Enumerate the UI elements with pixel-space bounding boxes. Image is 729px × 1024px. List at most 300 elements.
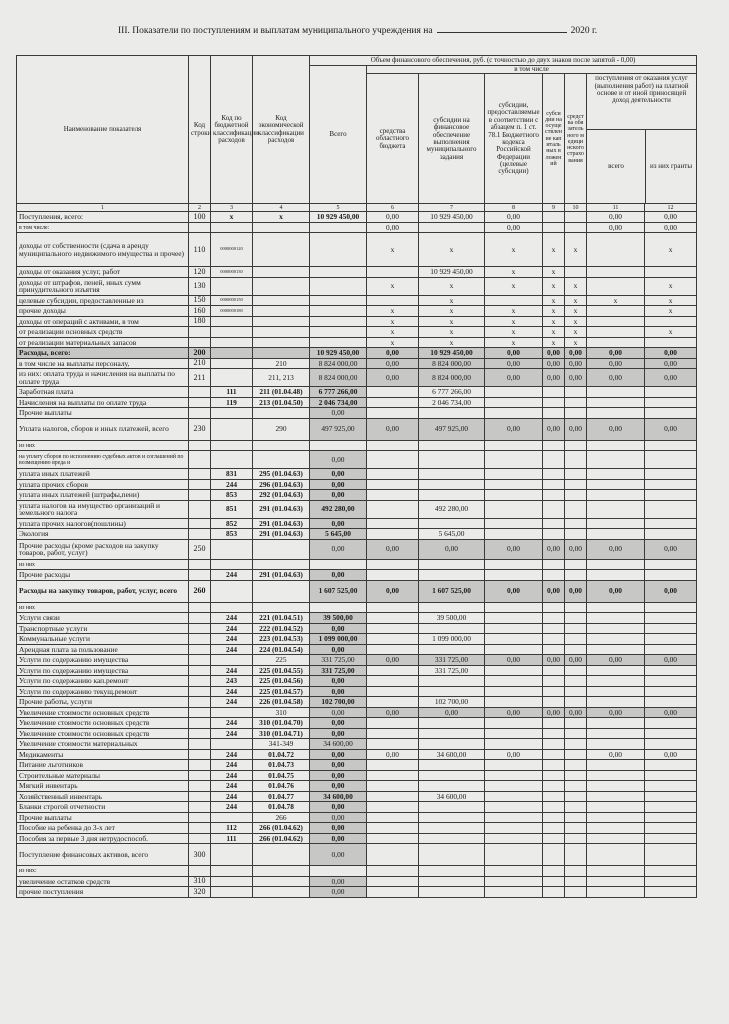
row-total: 8 824 000,00 — [310, 358, 367, 369]
row-subsidy-task: x — [419, 316, 485, 327]
row-budget-code — [211, 876, 253, 887]
row-paid-total: 0,00 — [587, 358, 645, 369]
row-subsidy-task: x — [419, 233, 485, 267]
row-paid-grants — [645, 397, 697, 408]
row-line-code — [189, 518, 211, 529]
row-regional — [367, 602, 419, 613]
row-econ-code: 222 (01.04.52) — [253, 623, 310, 634]
row-econ-code — [253, 222, 310, 233]
row-total: 0,00 — [310, 686, 367, 697]
row-oms — [565, 559, 587, 570]
row-line-code: 180 — [189, 316, 211, 327]
row-line-code: 320 — [189, 887, 211, 898]
row-name: доходы от собственности (сдача в аренду муниципального недвижимого имущества и прочее) — [17, 233, 189, 267]
row-total: 8 824 000,00 — [310, 369, 367, 387]
row-regional — [367, 665, 419, 676]
row-paid-total — [587, 277, 645, 295]
row-name: целевые субсидии, предоставленные из — [17, 295, 189, 306]
row-name: доходы от штрафов, пеней, иных сумм принудительного изъятия — [17, 277, 189, 295]
row-budget-code — [211, 602, 253, 613]
row-name: Хозяйственный инвентарь — [17, 791, 189, 802]
row-regional: 0,00 — [367, 348, 419, 359]
table-row — [17, 570, 697, 581]
row-regional — [367, 844, 419, 866]
row-name: Поступления, всего: — [17, 212, 189, 223]
row-paid-grants — [645, 718, 697, 729]
hdr-volume: Объем финансового обеспечения, руб. (с точностью до двух знаков после запятой - 0,00) — [310, 56, 697, 66]
row-name: от реализации основных средств — [17, 327, 189, 338]
row-line-code — [189, 469, 211, 480]
row-paid-total — [587, 233, 645, 267]
row-paid-grants — [645, 876, 697, 887]
row-paid-grants — [645, 623, 697, 634]
row-subsidy-78 — [485, 676, 543, 687]
row-budget-code — [211, 408, 253, 419]
row-regional: 0,00 — [367, 707, 419, 718]
table-row — [17, 686, 697, 697]
row-paid-total: x — [587, 295, 645, 306]
column-number: 12 — [645, 204, 697, 212]
row-name: Пособие на ребенка до 3-х лет — [17, 823, 189, 834]
row-name: Пособия за первые 3 дня нетрудоспособ. — [17, 833, 189, 844]
row-econ-code — [253, 316, 310, 327]
row-paid-grants — [645, 570, 697, 581]
row-line-code — [189, 665, 211, 676]
row-oms — [565, 500, 587, 518]
row-econ-code — [253, 306, 310, 317]
row-oms — [565, 408, 587, 419]
row-line-code — [189, 602, 211, 613]
row-paid-total — [587, 634, 645, 645]
row-oms — [565, 469, 587, 480]
row-subsidy-task: 6 777 266,00 — [419, 387, 485, 398]
row-paid-grants — [645, 644, 697, 655]
row-subsidy-78 — [485, 887, 543, 898]
table-row — [17, 397, 697, 408]
row-paid-grants — [645, 469, 697, 480]
row-line-code: 210 — [189, 358, 211, 369]
row-name: уплата прочих сборов — [17, 479, 189, 490]
row-subsidy-78 — [485, 644, 543, 655]
row-line-code — [189, 823, 211, 834]
row-regional — [367, 613, 419, 624]
row-subsidy-task — [419, 440, 485, 451]
column-number: 9 — [543, 204, 565, 212]
row-regional: 0,00 — [367, 212, 419, 223]
table-row — [17, 728, 697, 739]
row-budget-code — [211, 327, 253, 338]
row-name: Поступление финансовых активов, всего — [17, 844, 189, 866]
row-subsidy-78 — [485, 770, 543, 781]
table-row — [17, 451, 697, 469]
row-subsidy-task — [419, 770, 485, 781]
row-paid-total — [587, 408, 645, 419]
row-oms: x — [565, 277, 587, 295]
row-econ-code: 291 (01.04.63) — [253, 518, 310, 529]
row-subsidy-78: 0,00 — [485, 212, 543, 223]
row-paid-total — [587, 697, 645, 708]
row-total: 0,00 — [310, 802, 367, 813]
row-econ-code: 224 (01.04.54) — [253, 644, 310, 655]
column-number: 5 — [310, 204, 367, 212]
row-subsidy-cap: x — [543, 233, 565, 267]
hdr-total: Всего — [310, 66, 367, 204]
row-total: 102 700,00 — [310, 697, 367, 708]
table-row — [17, 760, 697, 771]
row-subsidy-cap — [543, 490, 565, 501]
row-subsidy-78 — [485, 665, 543, 676]
table-row — [17, 212, 697, 223]
row-subsidy-78 — [485, 866, 543, 877]
row-subsidy-task: 102 700,00 — [419, 697, 485, 708]
row-subsidy-cap — [543, 686, 565, 697]
row-subsidy-task: 492 280,00 — [419, 500, 485, 518]
row-subsidy-cap — [543, 739, 565, 750]
row-line-code — [189, 222, 211, 233]
row-subsidy-78 — [485, 602, 543, 613]
row-total: 0,00 — [310, 623, 367, 634]
row-subsidy-cap — [543, 812, 565, 823]
row-subsidy-cap — [543, 451, 565, 469]
row-paid-grants — [645, 602, 697, 613]
row-econ-code — [253, 327, 310, 338]
row-paid-total — [587, 518, 645, 529]
row-subsidy-78: 0,00 — [485, 418, 543, 440]
row-subsidy-cap — [543, 559, 565, 570]
row-paid-grants — [645, 676, 697, 687]
row-paid-grants — [645, 559, 697, 570]
row-econ-code — [253, 559, 310, 570]
row-subsidy-cap: 0,00 — [543, 358, 565, 369]
row-paid-total — [587, 812, 645, 823]
row-budget-code — [211, 451, 253, 469]
row-econ-code: 225 — [253, 655, 310, 666]
row-paid-grants — [645, 451, 697, 469]
row-oms — [565, 570, 587, 581]
row-total — [310, 222, 367, 233]
row-paid-total — [587, 791, 645, 802]
row-subsidy-78: 0,00 — [485, 369, 543, 387]
row-paid-total — [587, 500, 645, 518]
row-name: Прочие работы, услуги — [17, 697, 189, 708]
row-total: 0,00 — [310, 539, 367, 559]
hdr-paid-total: всего — [587, 130, 646, 203]
row-subsidy-cap: x — [543, 327, 565, 338]
row-oms: 0,00 — [565, 358, 587, 369]
row-econ-code: 211, 213 — [253, 369, 310, 387]
row-subsidy-task: x — [419, 327, 485, 338]
row-total — [310, 295, 367, 306]
row-subsidy-78 — [485, 634, 543, 645]
hdr-budget-code: Код по бюджетной классификации расходов — [211, 56, 253, 204]
row-econ-code: 310 (01.04.70) — [253, 718, 310, 729]
row-subsidy-78 — [485, 739, 543, 750]
row-name: в том числе на выплаты персоналу, — [17, 358, 189, 369]
row-regional: 0,00 — [367, 358, 419, 369]
table-row — [17, 623, 697, 634]
row-name: из них: — [17, 866, 189, 877]
row-regional: 0,00 — [367, 418, 419, 440]
row-subsidy-task: 2 046 734,00 — [419, 397, 485, 408]
row-paid-grants — [645, 686, 697, 697]
row-subsidy-78 — [485, 760, 543, 771]
row-subsidy-78: 0,00 — [485, 358, 543, 369]
row-oms — [565, 267, 587, 278]
row-paid-total — [587, 570, 645, 581]
row-paid-grants — [645, 770, 697, 781]
row-line-code — [189, 500, 211, 518]
column-number: 6 — [367, 204, 419, 212]
row-subsidy-78: 0,00 — [485, 580, 543, 602]
row-econ-code — [253, 866, 310, 877]
table-row — [17, 676, 697, 687]
row-total: 0,00 — [310, 876, 367, 887]
hdr-name: Наименование показателя — [17, 56, 189, 204]
row-paid-total — [587, 559, 645, 570]
row-line-code: 230 — [189, 418, 211, 440]
table-row — [17, 518, 697, 529]
row-paid-grants — [645, 613, 697, 624]
row-budget-code: 244 — [211, 802, 253, 813]
row-paid-total — [587, 479, 645, 490]
row-subsidy-cap — [543, 887, 565, 898]
row-subsidy-78 — [485, 559, 543, 570]
row-oms — [565, 770, 587, 781]
row-regional — [367, 570, 419, 581]
row-paid-total — [587, 327, 645, 338]
row-subsidy-task — [419, 802, 485, 813]
row-line-code — [189, 812, 211, 823]
row-subsidy-task: 8 824 000,00 — [419, 358, 485, 369]
row-budget-code: 851 — [211, 500, 253, 518]
row-subsidy-cap: 0,00 — [543, 707, 565, 718]
row-subsidy-cap — [543, 866, 565, 877]
row-paid-grants: 0,00 — [645, 222, 697, 233]
row-paid-grants — [645, 518, 697, 529]
row-econ-code: 266 — [253, 812, 310, 823]
row-oms — [565, 613, 587, 624]
row-econ-code — [253, 348, 310, 359]
row-regional: 0,00 — [367, 539, 419, 559]
row-paid-total — [587, 770, 645, 781]
row-regional: 0,00 — [367, 749, 419, 760]
row-paid-grants: 0,00 — [645, 749, 697, 760]
row-subsidy-task — [419, 451, 485, 469]
row-oms — [565, 844, 587, 866]
row-subsidy-78: x — [485, 267, 543, 278]
row-oms — [565, 697, 587, 708]
row-line-code — [189, 718, 211, 729]
row-name: Заработная плата — [17, 387, 189, 398]
row-budget-code — [211, 418, 253, 440]
row-paid-total — [587, 469, 645, 480]
row-subsidy-cap — [543, 613, 565, 624]
row-oms — [565, 490, 587, 501]
table-row — [17, 306, 697, 317]
row-name: уплата налогов на имущество организаций и земельного налога — [17, 500, 189, 518]
row-subsidy-task: 331 725,00 — [419, 665, 485, 676]
row-subsidy-cap: x — [543, 337, 565, 348]
table-row — [17, 844, 697, 866]
row-subsidy-78 — [485, 876, 543, 887]
row-total — [310, 602, 367, 613]
row-budget-code — [211, 348, 253, 359]
table-row — [17, 823, 697, 834]
row-oms — [565, 866, 587, 877]
row-econ-code: 291 (01.04.63) — [253, 570, 310, 581]
row-subsidy-78: 0,00 — [485, 348, 543, 359]
row-subsidy-cap: x — [543, 267, 565, 278]
row-subsidy-task — [419, 728, 485, 739]
row-paid-total — [587, 876, 645, 887]
row-subsidy-cap — [543, 500, 565, 518]
row-subsidy-cap: x — [543, 295, 565, 306]
row-budget-code: 111 — [211, 833, 253, 844]
row-oms: 0,00 — [565, 418, 587, 440]
row-oms: x — [565, 327, 587, 338]
row-subsidy-task: 34 600,00 — [419, 749, 485, 760]
row-econ-code: 211 (01.04.48) — [253, 387, 310, 398]
row-total: 0,00 — [310, 749, 367, 760]
row-total — [310, 267, 367, 278]
table-row — [17, 876, 697, 887]
row-subsidy-cap — [543, 212, 565, 223]
row-subsidy-cap: 0,00 — [543, 539, 565, 559]
row-name: Коммунальные услуги — [17, 634, 189, 645]
row-econ-code: 01.04.78 — [253, 802, 310, 813]
row-oms — [565, 781, 587, 792]
row-budget-code: 244 — [211, 718, 253, 729]
row-regional — [367, 397, 419, 408]
row-line-code — [189, 728, 211, 739]
row-line-code — [189, 833, 211, 844]
row-regional — [367, 823, 419, 834]
row-oms: x — [565, 337, 587, 348]
row-regional: 0,00 — [367, 580, 419, 602]
row-regional: 0,00 — [367, 222, 419, 233]
row-subsidy-task — [419, 876, 485, 887]
row-subsidy-cap: 0,00 — [543, 418, 565, 440]
table-row — [17, 358, 697, 369]
row-subsidy-cap — [543, 760, 565, 771]
row-subsidy-78 — [485, 490, 543, 501]
row-subsidy-task: 5 645,00 — [419, 529, 485, 540]
row-paid-grants — [645, 529, 697, 540]
row-name: Услуги связи — [17, 613, 189, 624]
row-total: 0,00 — [310, 887, 367, 898]
indicators-table — [16, 55, 697, 898]
row-paid-grants — [645, 408, 697, 419]
row-budget-code: x — [211, 212, 253, 223]
row-oms — [565, 529, 587, 540]
row-paid-total: 0,00 — [587, 539, 645, 559]
table-row — [17, 479, 697, 490]
row-subsidy-cap — [543, 749, 565, 760]
row-paid-grants — [645, 823, 697, 834]
row-subsidy-cap — [543, 570, 565, 581]
column-number: 3 — [211, 204, 253, 212]
row-oms: 0,00 — [565, 369, 587, 387]
row-budget-code: 244 — [211, 665, 253, 676]
row-subsidy-task: 1 099 000,00 — [419, 634, 485, 645]
row-subsidy-cap: x — [543, 277, 565, 295]
row-line-code: 300 — [189, 844, 211, 866]
row-budget-code: 0000000120 — [211, 233, 253, 267]
row-econ-code: 226 (01.04.58) — [253, 697, 310, 708]
row-paid-total — [587, 887, 645, 898]
table-row — [17, 644, 697, 655]
row-regional: x — [367, 277, 419, 295]
row-name: Прочие выплаты — [17, 812, 189, 823]
hdr-econ-code: Код экономической классификации расходов — [253, 56, 310, 204]
row-subsidy-cap — [543, 844, 565, 866]
row-subsidy-cap — [543, 697, 565, 708]
row-subsidy-task: 497 925,00 — [419, 418, 485, 440]
row-budget-code: 119 — [211, 397, 253, 408]
row-budget-code — [211, 655, 253, 666]
table-row — [17, 887, 697, 898]
hdr-regional: средства областного бюджета — [367, 74, 419, 204]
hdr-paid: поступления от оказания услуг (выполнения работ) на платной основе и от иной приносящей доход деятельности — [587, 74, 696, 130]
row-subsidy-cap — [543, 634, 565, 645]
row-line-code — [189, 686, 211, 697]
row-paid-total — [587, 665, 645, 676]
table-row — [17, 718, 697, 729]
row-line-code — [189, 802, 211, 813]
hdr-paid-group — [587, 74, 697, 204]
row-subsidy-cap — [543, 479, 565, 490]
row-oms — [565, 791, 587, 802]
row-budget-code: 111 — [211, 387, 253, 398]
row-paid-grants: 0,00 — [645, 580, 697, 602]
row-paid-total — [587, 866, 645, 877]
row-oms — [565, 676, 587, 687]
row-paid-total — [587, 718, 645, 729]
row-econ-code: 341-349 — [253, 739, 310, 750]
row-name: Бланки строгой отчетности — [17, 802, 189, 813]
table-row — [17, 440, 697, 451]
row-subsidy-78 — [485, 823, 543, 834]
row-name: доходы от оказания услуг, работ — [17, 267, 189, 278]
row-name: Мягкий инвентарь — [17, 781, 189, 792]
row-line-code: 250 — [189, 539, 211, 559]
row-subsidy-cap — [543, 529, 565, 540]
row-name: из них: оплата труда и начисления на выплаты по оплате труда — [17, 369, 189, 387]
table-row — [17, 267, 697, 278]
row-oms — [565, 222, 587, 233]
hdr-oms: средства обязательного медицинского страхования — [565, 74, 587, 204]
row-subsidy-78 — [485, 802, 543, 813]
row-oms: 0,00 — [565, 655, 587, 666]
row-budget-code: 244 — [211, 760, 253, 771]
row-subsidy-78: 0,00 — [485, 749, 543, 760]
row-subsidy-78: 0,00 — [485, 539, 543, 559]
row-regional — [367, 760, 419, 771]
row-subsidy-78 — [485, 440, 543, 451]
row-budget-code — [211, 358, 253, 369]
row-oms — [565, 665, 587, 676]
row-budget-code — [211, 887, 253, 898]
row-oms — [565, 739, 587, 750]
row-paid-grants: 0,00 — [645, 212, 697, 223]
row-paid-total: 0,00 — [587, 655, 645, 666]
row-econ-code: 01.04.72 — [253, 749, 310, 760]
row-subsidy-cap — [543, 833, 565, 844]
row-subsidy-78: 0,00 — [485, 707, 543, 718]
row-name: увеличение остатков средств — [17, 876, 189, 887]
table-row — [17, 469, 697, 480]
row-subsidy-task — [419, 718, 485, 729]
